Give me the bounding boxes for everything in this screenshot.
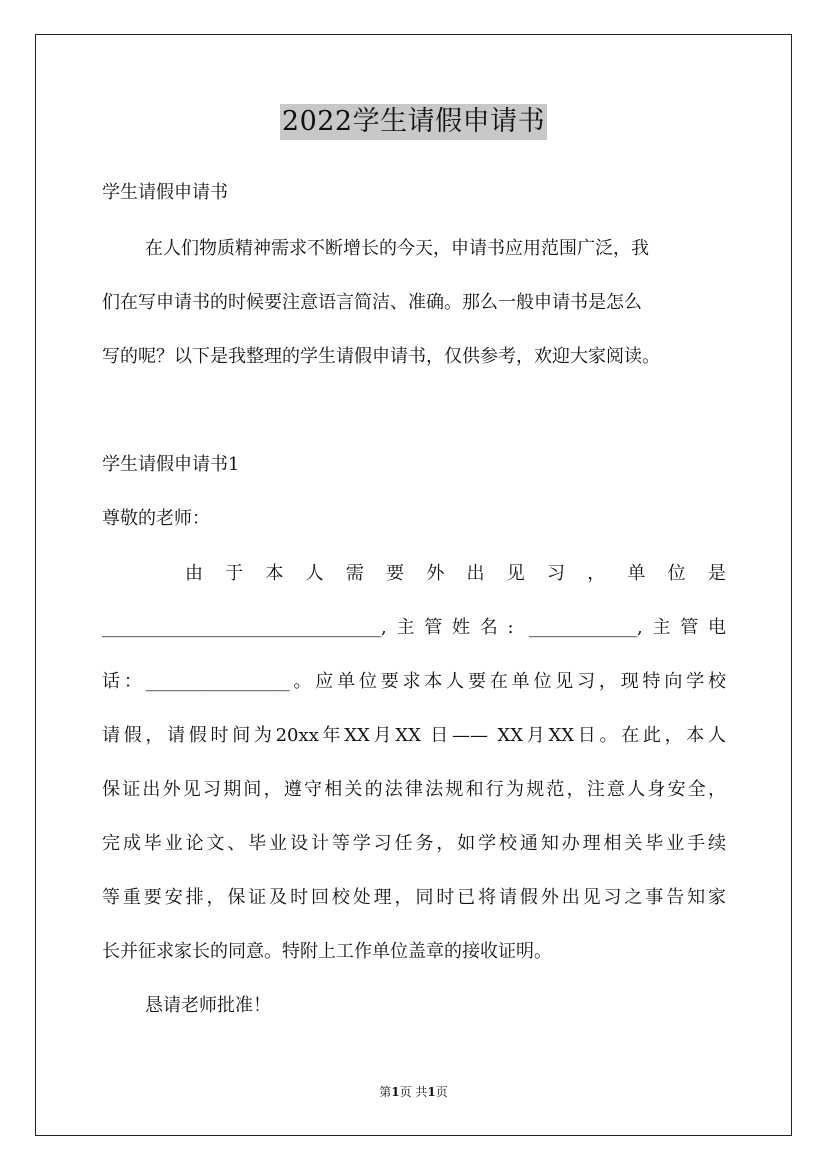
body-char: 于 [225, 563, 244, 584]
body-char: 人 [305, 563, 324, 584]
page-footer [0, 1084, 827, 1100]
body-line-8: 长并征求家长的同意。特附上工作单位盖章的接收证明。 [102, 941, 552, 962]
footer-mid: 页 共 [399, 1085, 428, 1099]
body-line-6: 完成毕业论文、毕业设计等学习任务，如学校通知办理相关毕业手续 [102, 833, 726, 854]
title-container [0, 104, 827, 140]
footer-total-pages: 1 [427, 1085, 436, 1099]
body-char: 见 [506, 563, 525, 584]
body-char: 外 [426, 563, 445, 584]
salutation: 尊敬的老师： [102, 508, 210, 529]
footer-prefix: 第 [379, 1085, 392, 1099]
section-heading: 学生请假申请书1 [102, 454, 240, 475]
body-line-5: 保证出外见习期间，遵守相关的法律法规和行为规范，注意人身安全， [102, 779, 726, 800]
body-line-7: 等重要安排，保证及时回校处理，同时已将请假外出见习之事告知家 [102, 887, 726, 908]
body-line-3: 话：________________。应单位要求本人要在单位见习，现特向学校 [102, 671, 726, 692]
intro-line-1: 在人们物质精神需求不断增长的今天，申请书应用范围广泛，我 [145, 238, 649, 259]
document-title: 2022学生请假申请书 [280, 104, 547, 140]
body-char: 本 [265, 563, 284, 584]
body-char: 要 [386, 563, 405, 584]
body-char: 需 [345, 563, 364, 584]
body-char: 出 [466, 563, 485, 584]
body-char: ， [587, 563, 606, 584]
body-char: 由 [185, 563, 203, 584]
intro-line-2: 们在写申请书的时候要注意语言简洁、准确。那么一般申请书是怎么 [102, 292, 642, 313]
footer-page-number: 1 [391, 1085, 400, 1099]
body-char: 习 [546, 563, 565, 584]
subtitle: 学生请假申请书 [102, 182, 228, 203]
footer-suffix: 页 [435, 1085, 448, 1099]
body-char: 单 [627, 563, 646, 584]
closing-line: 恳请老师批准！ [145, 995, 271, 1016]
body-line-4: 请假，请假时间为20xx年XX月XX 日—— XX月XX日。在此，本人 [102, 725, 726, 746]
intro-line-3: 写的呢？以下是我整理的学生请假申请书，仅供参考，欢迎大家阅读。 [102, 346, 660, 367]
body-line-2: _______________________________,主管姓名: ____________,主管电 [102, 617, 726, 638]
body-char: 位 [667, 563, 686, 584]
body-first-line [185, 562, 726, 586]
body-char: 是 [707, 563, 726, 584]
